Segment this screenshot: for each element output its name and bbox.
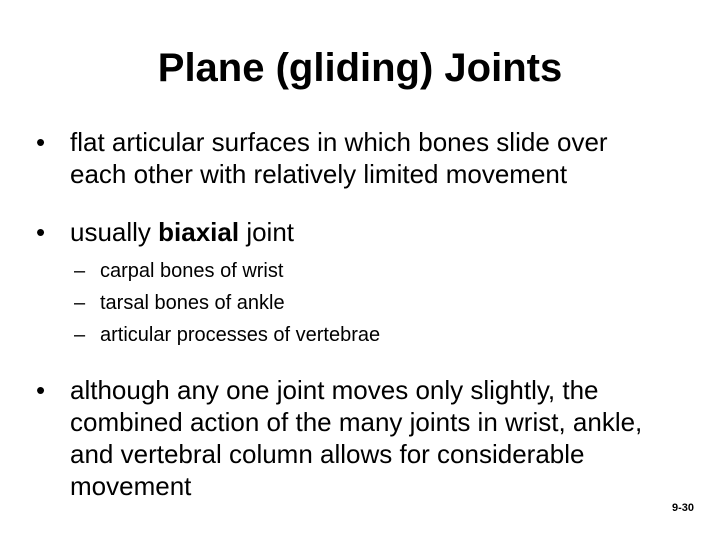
bullet-item — [36, 126, 650, 190]
sub-bullet-text: tarsal bones of ankle — [100, 292, 285, 314]
bullet-item — [36, 374, 650, 502]
bullet-text-bold: biaxial — [158, 217, 240, 247]
bullet-text: flat articular surfaces in which bones slide over each other with relatively limited movement — [70, 127, 608, 189]
sub-bullet-text: articular processes of vertebrae — [100, 324, 381, 346]
sub-bullet-item — [74, 319, 380, 351]
bullet-text-prefix: usually — [70, 217, 159, 247]
sub-bullet-text: carpal bones of wrist — [100, 260, 284, 282]
sub-bullet-marker: – — [74, 292, 86, 314]
page-number: 9-30 — [671, 502, 694, 514]
bullet-text: although any one joint moves only slightly, the combined action of the many joints in wrist, ankle, and vertebral column allows for considerable movement — [70, 375, 643, 501]
bullet-text-suffix: joint — [239, 217, 295, 247]
slide-title: Plane (gliding) Joints — [157, 46, 563, 90]
sub-bullet-marker: – — [74, 260, 86, 282]
sub-bullet-item — [74, 255, 283, 287]
sub-bullet-item — [74, 287, 285, 319]
bullet-item — [36, 216, 650, 248]
bullet-text — [70, 216, 650, 248]
bullet-marker: • — [36, 375, 46, 405]
bullet-marker: • — [36, 127, 46, 157]
bullet-marker: • — [36, 217, 46, 247]
sub-bullet-marker: – — [74, 324, 86, 346]
